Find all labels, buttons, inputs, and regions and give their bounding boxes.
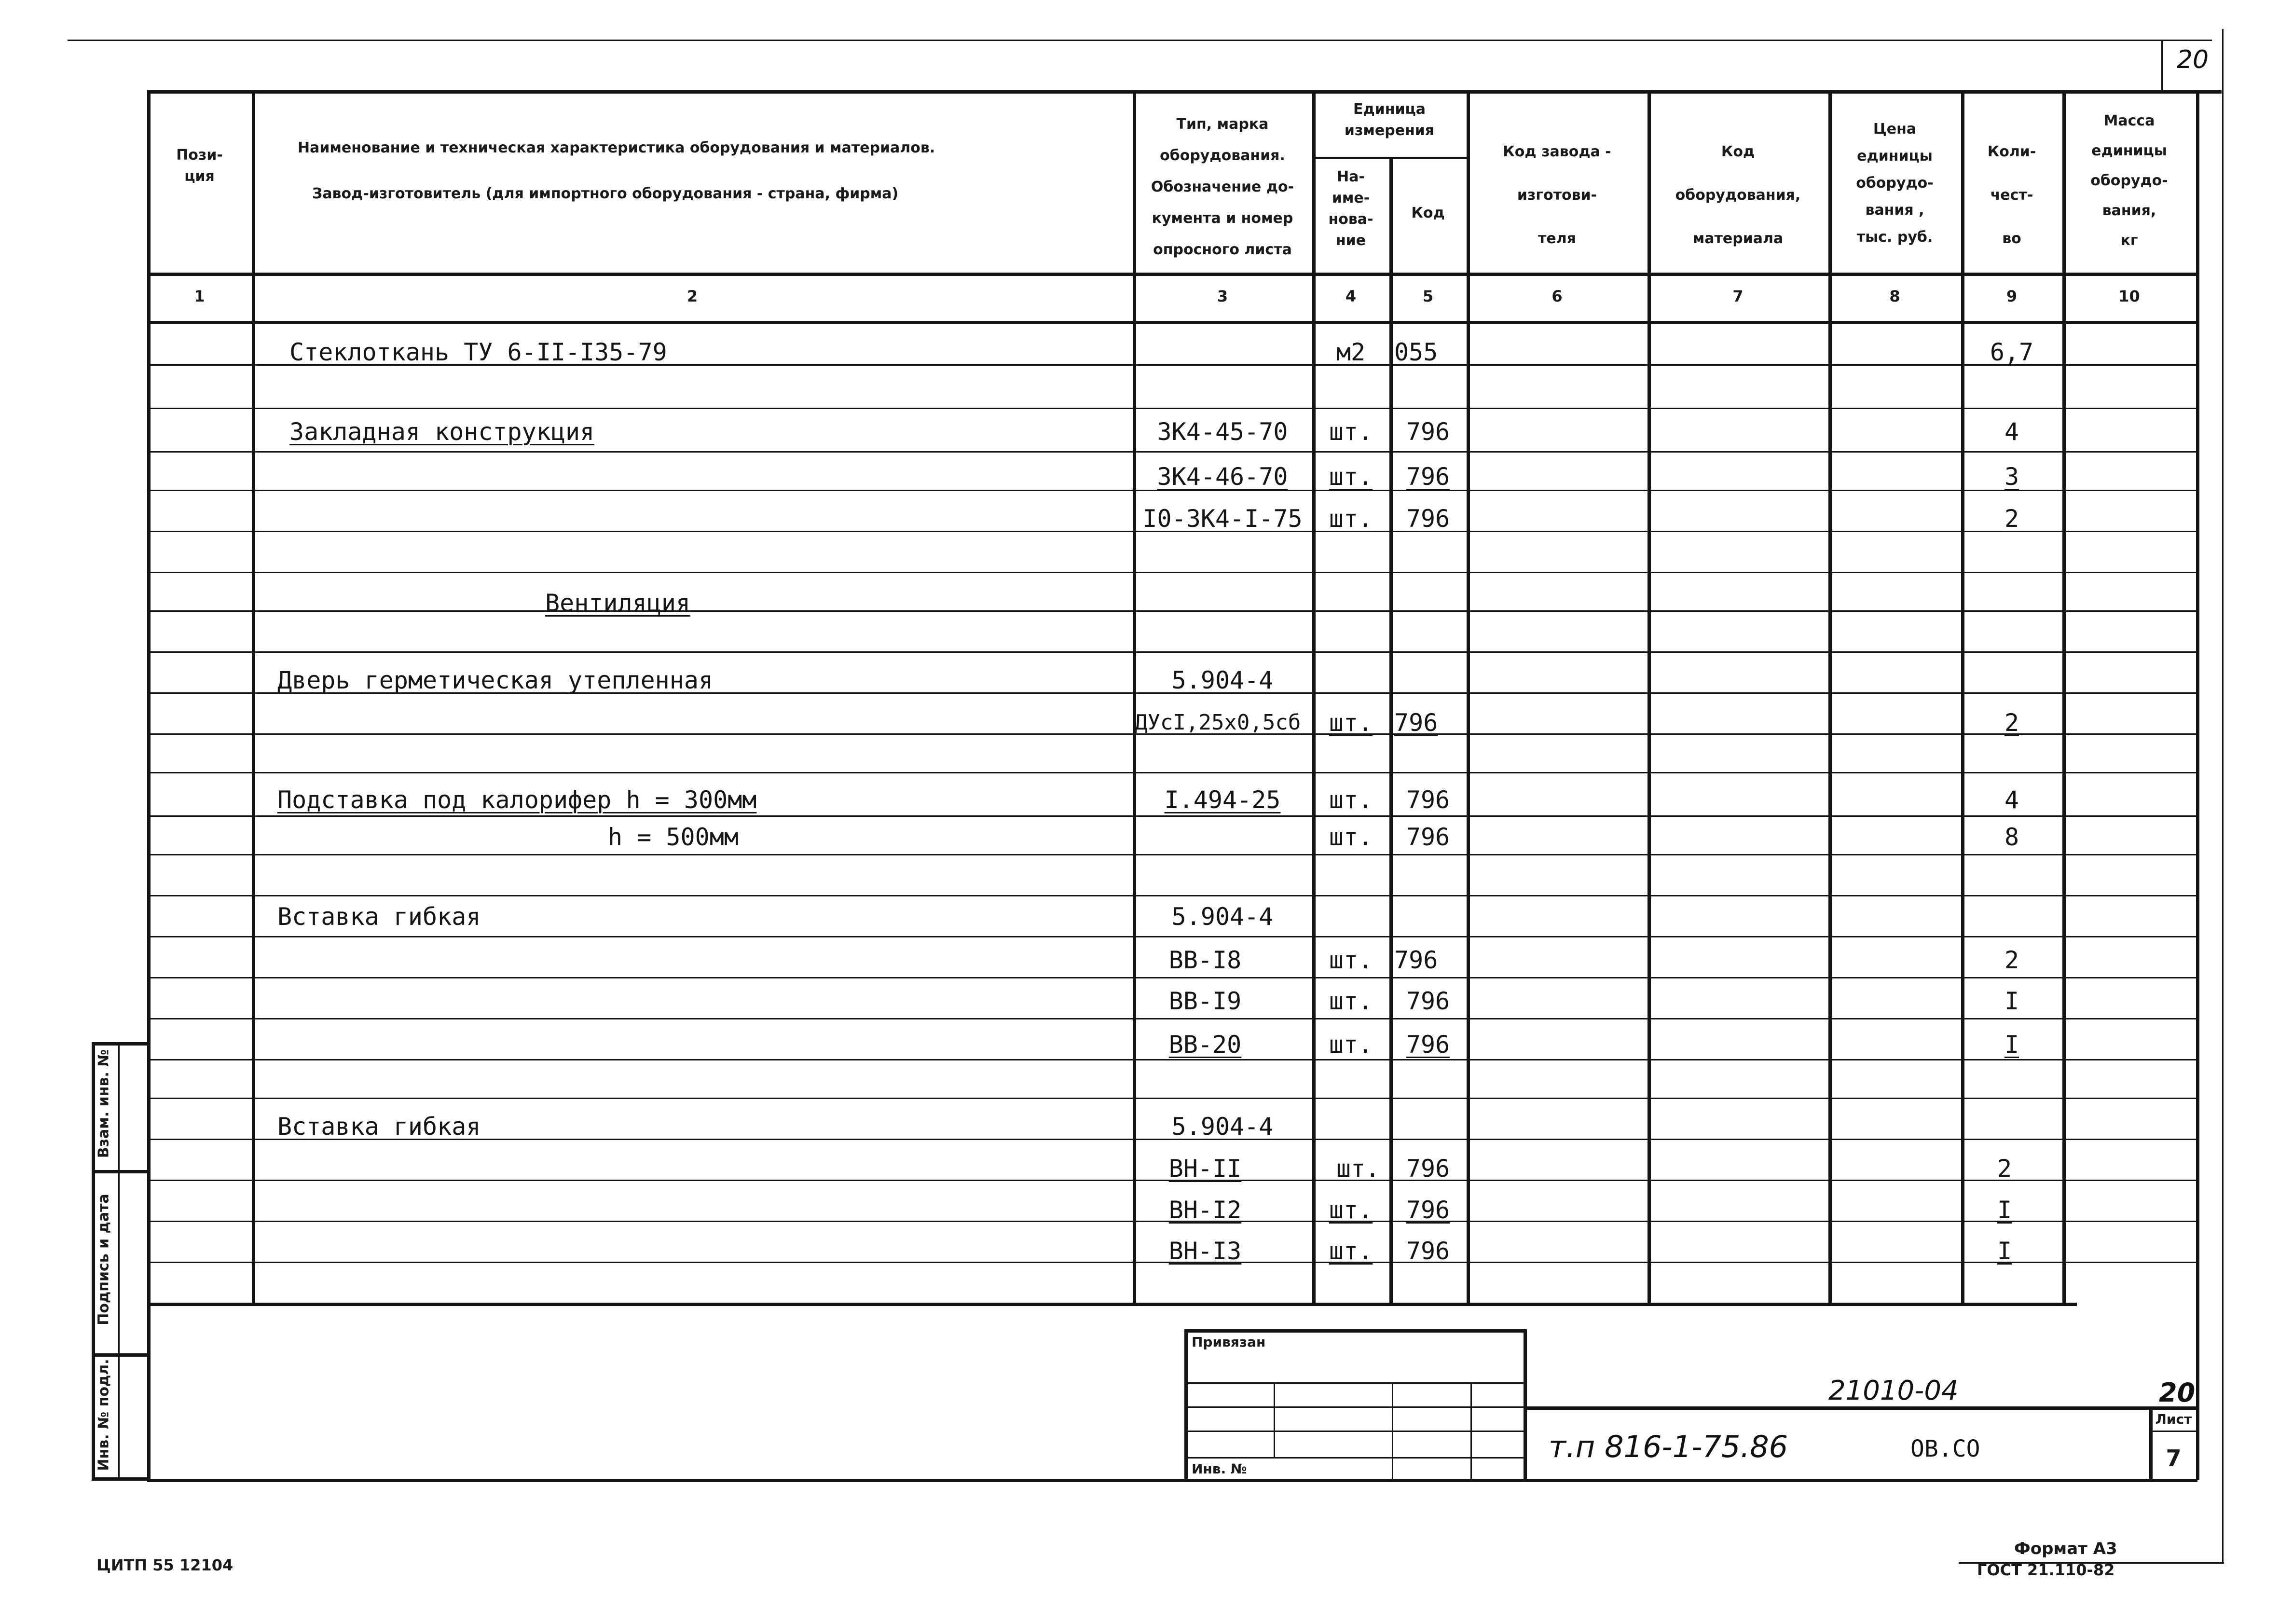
header-position-text: Пози- ция [176, 147, 223, 185]
table-top [147, 90, 2222, 94]
row-qty: 6,7 [1990, 338, 2034, 366]
header-unit-group [1312, 99, 1467, 141]
row-qty: 4 [2004, 786, 2019, 814]
side-stamp-vzam: Взам. инв. № [95, 1049, 112, 1158]
header-unit-name-text: На- име- нова- ние [1328, 168, 1373, 249]
row-qty: 3 [2004, 463, 2019, 491]
row-unit: шт. [1329, 1031, 1373, 1059]
header-unit-name [1312, 166, 1389, 251]
header-equipment-code [1647, 130, 1828, 261]
row-unit: шт. [1329, 709, 1373, 737]
row-rule [147, 1059, 2197, 1060]
row-rule [147, 936, 2197, 937]
row-unit: шт. [1329, 1196, 1373, 1224]
row-code: 796 [1406, 823, 1450, 851]
row-code: 796 [1406, 505, 1450, 533]
header-plant-code-text: Код завода - изготови- теля [1503, 143, 1611, 247]
tb-grid-rule [1184, 1406, 1524, 1408]
row-unit: шт. [1329, 946, 1373, 974]
row-type: ЗК4-46-70 [1157, 463, 1288, 491]
row-code: 796 [1406, 1155, 1450, 1183]
row-type: 5.904-4 [1171, 1113, 1274, 1141]
table-right [2196, 90, 2199, 1480]
header-name-line2: Завод-изготовитель (для импортного оборудования - страна, фирма) [312, 185, 899, 202]
col-sep-3 [1312, 90, 1316, 1304]
header-unit-group-text: Единица измерения [1344, 101, 1435, 139]
colnum-9: 9 [2006, 287, 2018, 305]
row-type: ВВ-I9 [1168, 987, 1242, 1015]
sheet-number-box-left [2161, 40, 2163, 90]
row-name: Подставка под калорифер h = 300мм [277, 786, 757, 814]
colnum-8: 8 [1889, 287, 1900, 305]
row-code: 796 [1406, 463, 1450, 491]
row-rule [147, 1018, 2197, 1019]
col-sep-8 [1961, 90, 1964, 1304]
row-qty: I [2004, 1031, 2019, 1059]
tb-grid-top [1184, 1329, 1524, 1333]
row-rule [147, 651, 2197, 653]
header-equipment-code-text: Код оборудования, материала [1675, 143, 1801, 247]
col-sep-4 [1389, 157, 1393, 1304]
header-mass [2062, 106, 2196, 256]
row-qty: 2 [2004, 709, 2019, 737]
row-rule [147, 572, 2197, 573]
row-unit: шт. [1329, 1237, 1373, 1265]
colnum-4: 4 [1345, 287, 1357, 305]
row-type: ВН-I2 [1168, 1196, 1242, 1224]
header-type-text: Тип, марка оборудования. Обозначение до- кумента и номер опросного листа [1151, 116, 1294, 258]
row-code: 796 [1406, 987, 1450, 1015]
colnum-bottom [147, 321, 2197, 324]
row-qty: I [2004, 987, 2019, 1015]
row-name: h = 500мм [608, 823, 739, 851]
header-quantity-text: Коли- чест- во [1987, 143, 2036, 247]
colnum-3: 3 [1217, 287, 1228, 305]
colnum-10: 10 [2118, 287, 2140, 305]
row-rule [147, 895, 2197, 896]
row-unit: м2 [1336, 338, 1366, 366]
row-rule [147, 815, 2197, 817]
header-name-line1: Наименование и техническая характеристика оборудования и материалов. [298, 139, 935, 156]
footer-left: ЦИТП 55 12104 [96, 1556, 233, 1574]
row-qty: 2 [2004, 946, 2019, 974]
row-type: I0-ЗК4-I-75 [1142, 505, 1303, 533]
side-stamp-podpis: Подпись и дата [95, 1194, 112, 1325]
row-unit: шт. [1329, 463, 1373, 491]
side-stamp-inv: Инв. № подл. [95, 1359, 112, 1471]
row-qty: 2 [2004, 505, 2019, 533]
row-unit: шт. [1336, 1155, 1380, 1183]
row-rule [147, 854, 2197, 855]
tb-grid-col [1392, 1382, 1393, 1479]
row-qty: I [1997, 1237, 2012, 1265]
tb-grid-col [1470, 1382, 1472, 1479]
tb-title-rule [1524, 1406, 2197, 1410]
col-sep-7 [1828, 90, 1832, 1304]
tb-doc-code: т.п 816-1-75.86 [1549, 1429, 1788, 1464]
row-name: Вставка гибкая [277, 1113, 481, 1141]
row-type: ДУсI,25x0,5сб [1135, 710, 1301, 735]
col-sep-5 [1467, 90, 1470, 1304]
footer-gost: ГОСТ 21.110-82 [1977, 1561, 2115, 1579]
row-type: ВВ-I8 [1168, 946, 1242, 974]
header-price [1828, 116, 1961, 251]
tb-handwritten-code: 21010-04 [1828, 1375, 1959, 1406]
row-code: 796 [1406, 1196, 1450, 1224]
header-position [147, 145, 252, 187]
colnum-2: 2 [686, 287, 698, 305]
colnum-7: 7 [1732, 287, 1744, 305]
row-type: 5.904-4 [1171, 903, 1274, 931]
header-unit-code: Код [1411, 205, 1445, 221]
footer-format: Формат А3 [2014, 1539, 2117, 1558]
section-title: Вентиляция [545, 589, 691, 617]
tb-inv-no: Инв. № [1192, 1461, 1247, 1477]
row-qty: 2 [1997, 1155, 2012, 1183]
col-sep-6 [1647, 90, 1651, 1304]
row-code: 796 [1406, 1031, 1450, 1059]
sheet-top-number: 20 [2176, 45, 2209, 74]
row-name: Вставка гибкая [277, 903, 481, 931]
header-quantity [1961, 130, 2062, 261]
row-code: 796 [1406, 418, 1450, 446]
page-top-rule [68, 40, 2212, 41]
header-type [1133, 109, 1312, 265]
row-type: ВН-I3 [1168, 1237, 1242, 1265]
colnum-5: 5 [1422, 287, 1434, 305]
page-right-rule [2222, 29, 2224, 1563]
header-mass-text: Масса единицы оборудо- вания, кг [2090, 112, 2168, 249]
row-qty: I [1997, 1196, 2012, 1224]
rows-bottom [147, 1303, 2077, 1306]
unit-group-rule [1312, 157, 1467, 159]
row-name: Дверь герметическая утепленная [277, 666, 714, 694]
row-code: 796 [1394, 709, 1438, 737]
row-code: 055 [1394, 338, 1438, 366]
tb-list-value: 7 [2166, 1445, 2182, 1471]
col-sep-9 [2062, 90, 2066, 1304]
header-price-text: Цена единицы оборудо- вания , тыс. руб. [1856, 121, 1934, 246]
side-stamp-mid [118, 1042, 120, 1479]
tb-grid-rule [1184, 1431, 1524, 1432]
header-plant-code [1467, 130, 1647, 261]
tb-grid-col [1274, 1382, 1275, 1457]
row-type: ЗК4-45-70 [1157, 418, 1288, 446]
row-type: I.494-25 [1164, 786, 1281, 814]
tb-list-label: Лист [2155, 1411, 2192, 1427]
colnum-1: 1 [194, 287, 205, 305]
row-unit: шт. [1329, 823, 1373, 851]
row-unit: шт. [1329, 987, 1373, 1015]
row-unit: шт. [1329, 505, 1373, 533]
row-name: Стеклоткань ТУ 6-II-I35-79 [289, 338, 667, 366]
tb-sheet-num: 20 [2159, 1377, 2196, 1408]
tb-grid-rule [1184, 1457, 1524, 1459]
row-unit: шт. [1329, 786, 1373, 814]
tb-list-rule [2149, 1431, 2197, 1432]
tb-doc-mark: ОВ.СО [1910, 1435, 1980, 1462]
row-type: ВВ-20 [1168, 1031, 1242, 1059]
side-stamp-left [92, 1042, 95, 1479]
row-rule [147, 408, 2197, 409]
row-unit: шт. [1329, 418, 1373, 446]
row-rule [147, 610, 2197, 612]
tb-grid-rule [1184, 1382, 1524, 1384]
row-rule [147, 977, 2197, 978]
row-rule [147, 451, 2197, 453]
row-code: 796 [1406, 786, 1450, 814]
colnum-6: 6 [1551, 287, 1563, 305]
row-rule [147, 772, 2197, 773]
row-qty: 4 [2004, 418, 2019, 446]
row-rule [147, 1098, 2197, 1099]
row-code: 796 [1394, 946, 1438, 974]
header-bottom [147, 273, 2197, 276]
row-qty: 8 [2004, 823, 2019, 851]
tb-bottom [147, 1479, 2197, 1482]
col-sep-1 [252, 90, 255, 1304]
row-code: 796 [1406, 1237, 1450, 1265]
row-type: 5.904-4 [1171, 666, 1274, 694]
tb-privyazan: Привязан [1192, 1334, 1266, 1350]
row-name: Закладная конструкция [289, 418, 595, 446]
row-type: ВН-II [1168, 1155, 1242, 1183]
